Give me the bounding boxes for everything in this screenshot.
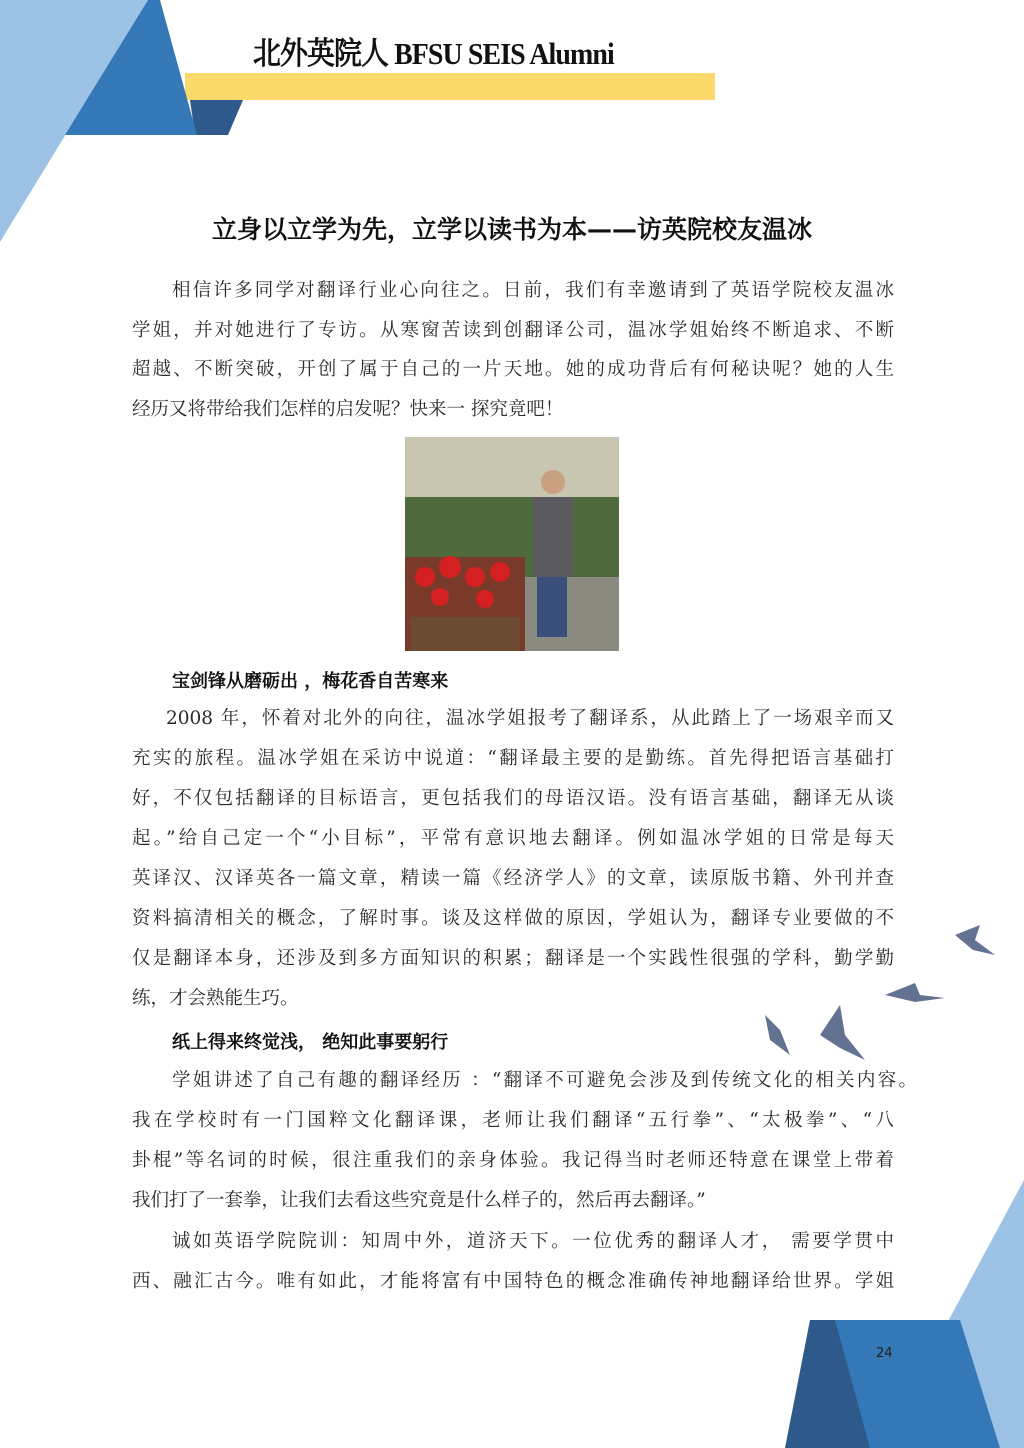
intro-line: 相信许多同学对翻译行业心向往之。日前，我们有幸邀请到了英语学院校友温冰	[172, 280, 894, 301]
alumni-photo	[405, 437, 619, 651]
body-line: 我们打了一套拳，让我们去看这些究竟是什么样子的，然后再去翻译。”	[132, 1190, 706, 1211]
body-line: 诚如英语学院院训：知周中外，道济天下。一位优秀的翻译人才， 需要学贯中	[172, 1231, 894, 1252]
intro-line: 经历又将带给我们怎样的启发呢？快来一 探究竟吧！	[132, 399, 564, 420]
dark-blue-shape	[190, 100, 243, 135]
section-heading: 纸上得来终觉浅， 绝知此事要躬行	[172, 1032, 449, 1053]
section-heading: 宝剑锋从磨砺出 ，梅花香自苦寒来	[172, 671, 449, 692]
body-line: 2008 年，怀着对北外的向往，温冰学姐报考了翻译系，从此踏上了一场艰辛而又	[166, 708, 894, 729]
body-line: 学姐讲述了自己有趣的翻译经历 ：“翻译不可避免会涉及到传统文化的相关内容。	[172, 1070, 917, 1091]
body-line: 练，才会熟能生巧。	[132, 988, 299, 1009]
body-line: 资料搞清相关的概念，了解时事。谈及这样做的原因，学姐认为，翻译专业要做的不	[132, 908, 894, 929]
intro-line: 超越、不断突破，开创了属于自己的一片天地。她的成功背后有何秘诀呢？她的人生	[132, 359, 894, 380]
intro-line: 学姐，并对她进行了专访。从寒窗苦读到创翻译公司，温冰学姐始终不断追求、不断	[132, 320, 894, 341]
body-line: 西、融汇古今。唯有如此，才能将富有中国特色的概念准确传神地翻译给世界。学姐	[132, 1271, 894, 1292]
body-line: 英译汉、汉译英各一篇文章，精读一篇《经济学人》的文章，读原版书籍、外刊并查	[132, 868, 894, 889]
yellow-bar	[185, 73, 715, 100]
article-title: 立身以立学为先，立学以读书为本——访英院校友温冰	[211, 215, 812, 244]
body-line: 起。”给自己定一个“小目标”，平常有意识地去翻译。例如温冰学姐的日常是每天	[132, 828, 894, 849]
body-line: 好，不仅包括翻译的目标语言，更包括我们的母语汉语。没有语言基础，翻译无从谈	[132, 788, 894, 809]
masthead: 北外英院人 BFSU SEIS Alumni	[253, 36, 614, 71]
body-line: 仅是翻译本身，还涉及到多方面知识的积累；翻译是一个实践性很强的学科，勤学勤	[132, 948, 894, 969]
body-line: 充实的旅程。温冰学姐在采访中说道：“翻译最主要的是勤练。首先得把语言基础打	[132, 748, 894, 769]
body-line: 我在学校时有一门国粹文化翻译课，老师让我们翻译“五行拳”、“太极拳”、“八	[132, 1110, 894, 1131]
page-number: 24	[876, 1346, 893, 1361]
body-line: 卦棍”等名词的时候，很注重我们的亲身体验。我记得当时老师还特意在课堂上带着	[132, 1150, 894, 1171]
